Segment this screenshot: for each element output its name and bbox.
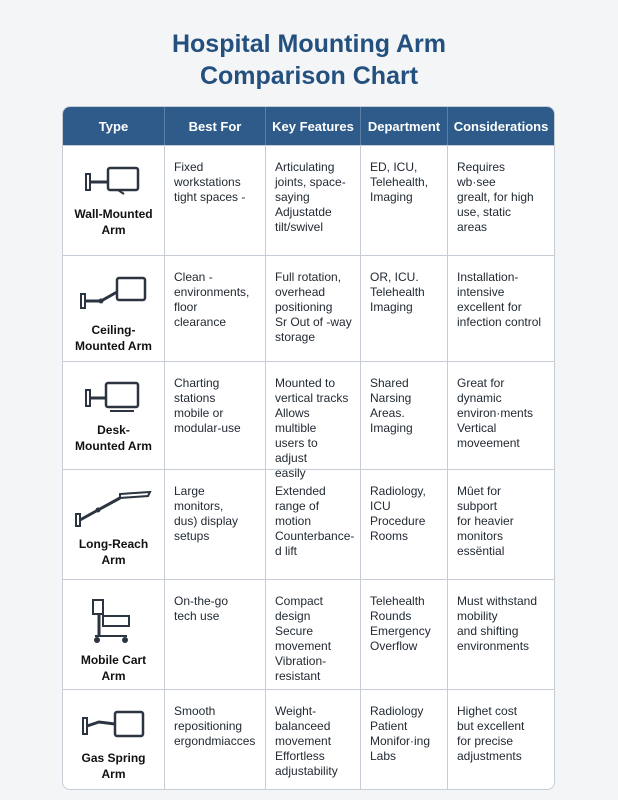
features-cell-line: Full rotation, xyxy=(275,270,342,284)
features-cell-line: Vibration- xyxy=(275,654,327,668)
table-row xyxy=(63,145,554,255)
features-cell-line: adjustability xyxy=(275,764,338,778)
type-name xyxy=(75,322,152,354)
considerations-cell-line: monitors xyxy=(457,529,504,543)
type-cell xyxy=(63,146,165,255)
best-for-cell-line: modular-use xyxy=(174,421,241,435)
type-name xyxy=(81,750,145,782)
desk-arm-icon xyxy=(84,380,144,422)
considerations-cell-line: for heavier xyxy=(457,514,514,528)
department-cell-line: Radiology, xyxy=(370,484,426,498)
best-for-cell-line: environments, xyxy=(174,285,250,299)
department-cell xyxy=(361,470,448,579)
type-cell xyxy=(63,256,165,361)
considerations-cell xyxy=(448,690,554,790)
type-name xyxy=(74,206,152,238)
title-line-2: Comparison Chart xyxy=(199,62,419,90)
features-cell xyxy=(266,690,361,790)
best-for-cell-line: tech use xyxy=(174,609,220,623)
best-for-cell-line: On-the-go xyxy=(174,594,229,608)
department-cell-line: Imaging xyxy=(370,190,413,204)
considerations-cell xyxy=(448,580,554,689)
features-cell-line: d lift xyxy=(275,544,298,558)
type-name-line: Wall-Mounted xyxy=(74,207,153,221)
type-cell xyxy=(63,362,165,469)
features-cell-line: motion xyxy=(275,514,312,528)
features-cell-line: Effortless xyxy=(275,749,325,763)
best-for-cell xyxy=(165,470,266,579)
best-for-cell xyxy=(165,146,266,255)
page-title xyxy=(0,28,618,92)
table-row xyxy=(63,361,554,480)
department-cell-line: Radiology xyxy=(370,704,424,718)
features-cell-line: Extended xyxy=(275,484,326,498)
best-for-cell-line: dus) display xyxy=(174,514,239,528)
best-for-cell xyxy=(165,580,266,689)
department-cell-line: Imaging xyxy=(370,300,413,314)
type-name xyxy=(79,536,148,568)
best-for-cell-line: Charting xyxy=(174,376,220,390)
table-row xyxy=(63,689,554,790)
type-name xyxy=(81,652,146,684)
considerations-cell-line: subport xyxy=(457,499,498,513)
features-cell-line: easily xyxy=(275,466,306,480)
considerations-cell-line: Highet cost xyxy=(457,704,518,718)
type-name-line: Arm xyxy=(101,553,126,567)
features-cell-line: positioning xyxy=(275,300,333,314)
considerations-cell-line: environments xyxy=(457,639,530,653)
type-name-line: Mounted Arm xyxy=(75,439,152,453)
department-cell xyxy=(361,146,448,255)
department-cell-line: Overflow xyxy=(370,639,418,653)
features-cell-line: balanceed xyxy=(275,719,331,733)
considerations-cell-line: grealt, for high xyxy=(457,190,534,204)
best-for-cell-line: Smooth xyxy=(174,704,216,718)
features-cell-line: Mounted to xyxy=(275,376,336,390)
type-name-line: Arm xyxy=(101,767,126,781)
department-cell-line: Monifor·ing xyxy=(370,734,431,748)
mobile-cart-icon xyxy=(89,598,139,652)
best-for-cell-line: setups xyxy=(174,529,210,543)
header-key-features: Key Features xyxy=(266,107,361,145)
considerations-cell-line: environ·ments xyxy=(457,406,534,420)
header-considerations: Considerations xyxy=(453,118,549,134)
considerations-cell xyxy=(448,256,554,361)
considerations-cell xyxy=(448,470,554,579)
type-name-line: Arm xyxy=(101,223,126,237)
best-for-cell-line: Large monitors, xyxy=(174,484,224,513)
long-reach-arm-icon xyxy=(74,488,154,536)
features-cell-line: overhead xyxy=(275,285,326,299)
best-for-cell xyxy=(165,362,266,469)
department-cell-line: Narsing xyxy=(370,391,412,405)
best-for-cell-line: mobile or xyxy=(174,406,224,420)
considerations-cell-line: adjustments xyxy=(457,749,522,763)
considerations-cell-line: Mûet for xyxy=(457,484,502,498)
department-cell-line: Telehealth xyxy=(370,285,425,299)
ceiling-arm-icon xyxy=(79,274,149,322)
features-cell-line: Counterbance- xyxy=(275,529,355,543)
header-type: Type xyxy=(63,107,165,145)
considerations-cell-line: Installation- xyxy=(457,270,519,284)
features-cell xyxy=(266,470,361,579)
department-cell-line: ED, ICU, xyxy=(370,160,418,174)
header-best-for: Best For xyxy=(165,107,266,145)
department-cell-line: Emergency xyxy=(370,624,431,638)
features-cell-line: resistant xyxy=(275,669,321,683)
type-name xyxy=(75,422,152,454)
table-row xyxy=(63,255,554,361)
features-cell-line: movement xyxy=(275,734,332,748)
table-body xyxy=(63,145,554,790)
features-cell-line: users to adjust xyxy=(275,436,318,465)
features-cell-line: Articulating xyxy=(275,160,335,174)
considerations-cell-line: and shifting xyxy=(457,624,519,638)
department-cell-line: Telehealth xyxy=(370,594,425,608)
best-for-cell-line: Fixed xyxy=(174,160,204,174)
header-department: Department xyxy=(361,107,448,145)
features-cell-line: storage xyxy=(275,330,316,344)
department-cell-line: ICU xyxy=(370,499,391,513)
features-cell-line: Sr Out of -way xyxy=(275,315,352,329)
department-cell-line: Rooms xyxy=(370,529,409,543)
features-cell xyxy=(266,362,361,480)
department-cell-line: Shared xyxy=(370,376,409,390)
features-cell xyxy=(266,580,361,689)
features-cell-line: Secure xyxy=(275,624,314,638)
best-for-cell xyxy=(165,256,266,361)
table-row xyxy=(63,579,554,689)
department-cell-line: Imaging xyxy=(370,421,413,435)
gas-spring-arm-icon xyxy=(81,708,147,750)
features-cell-line: joints, space- xyxy=(275,175,346,189)
type-name-line: Mobile Cart xyxy=(80,653,147,667)
department-cell-line: Patient xyxy=(370,719,408,733)
considerations-cell-line: Requires wb·see xyxy=(457,160,506,189)
features-cell-line: Allows multible xyxy=(275,406,317,435)
department-cell xyxy=(361,256,448,361)
features-cell-line: movement xyxy=(275,639,332,653)
department-cell-line: Areas. xyxy=(370,406,405,420)
type-name-line: Mounted Arm xyxy=(75,339,152,353)
type-name-line: Ceiling- xyxy=(91,323,136,337)
best-for-cell-line: floor xyxy=(174,300,198,314)
department-cell-line: Procedure xyxy=(370,514,426,528)
considerations-cell-line: dynamic xyxy=(457,391,502,405)
best-for-cell xyxy=(165,690,266,790)
features-cell xyxy=(266,146,361,255)
features-cell-line: vertical tracks xyxy=(275,391,349,405)
features-cell-line: range of xyxy=(275,499,320,513)
features-cell-line: Adjustatde xyxy=(275,205,332,219)
department-cell-line: Rounds xyxy=(370,609,412,623)
considerations-cell-line: for precise xyxy=(457,734,514,748)
considerations-cell-line: areas xyxy=(457,220,488,234)
considerations-cell-line: excellent for xyxy=(457,300,522,314)
best-for-cell-line: ergondmiacces xyxy=(174,734,256,748)
comparison-table xyxy=(62,106,555,790)
type-name-line: Desk- xyxy=(97,423,130,437)
considerations-cell-line: essëntial xyxy=(457,544,505,558)
considerations-cell-line: Great for xyxy=(457,376,505,390)
type-name-line: Long-Reach xyxy=(78,537,149,551)
considerations-cell-line: Must withstand xyxy=(457,594,538,608)
department-cell xyxy=(361,580,448,689)
features-cell-line: saying xyxy=(275,190,310,204)
type-name-line: Gas Spring xyxy=(81,751,146,765)
considerations-cell xyxy=(448,362,554,469)
best-for-cell-line: tight spaces - xyxy=(174,190,246,204)
table-header xyxy=(63,107,554,145)
features-cell-line: design xyxy=(275,609,311,623)
best-for-cell-line: stations xyxy=(174,391,216,405)
best-for-cell-line: workstations xyxy=(174,175,241,189)
type-name-line: Arm xyxy=(101,669,126,683)
considerations-cell-line: but excellent xyxy=(457,719,525,733)
department-cell-line: Telehealth, xyxy=(370,175,429,189)
considerations-cell-line: Vertical xyxy=(457,421,497,435)
features-cell xyxy=(266,256,361,361)
department-cell-line: OR, ICU. xyxy=(370,270,419,284)
features-cell-line: tilt/swivel xyxy=(275,220,324,234)
type-cell xyxy=(63,690,165,790)
considerations-cell xyxy=(448,146,554,255)
best-for-cell-line: Clean - xyxy=(174,270,213,284)
type-cell xyxy=(63,580,165,689)
type-cell xyxy=(63,470,165,579)
considerations-cell-line: intensive xyxy=(457,285,505,299)
table-row xyxy=(63,469,554,579)
department-cell xyxy=(361,362,448,469)
features-cell-line: Compact xyxy=(275,594,324,608)
best-for-cell-line: clearance xyxy=(174,315,227,329)
department-cell-line: Labs xyxy=(370,749,397,763)
wall-arm-icon xyxy=(84,164,144,206)
department-cell xyxy=(361,690,448,790)
title-line-1: Hospital Mounting Arm xyxy=(171,30,447,58)
best-for-cell-line: repositioning xyxy=(174,719,243,733)
features-cell-line: Weight- xyxy=(275,704,317,718)
considerations-cell-line: infection control xyxy=(457,315,542,329)
considerations-cell-line: use, static xyxy=(457,205,512,219)
considerations-cell-line: mobility xyxy=(457,609,498,623)
considerations-cell-line: moveement xyxy=(457,436,520,450)
